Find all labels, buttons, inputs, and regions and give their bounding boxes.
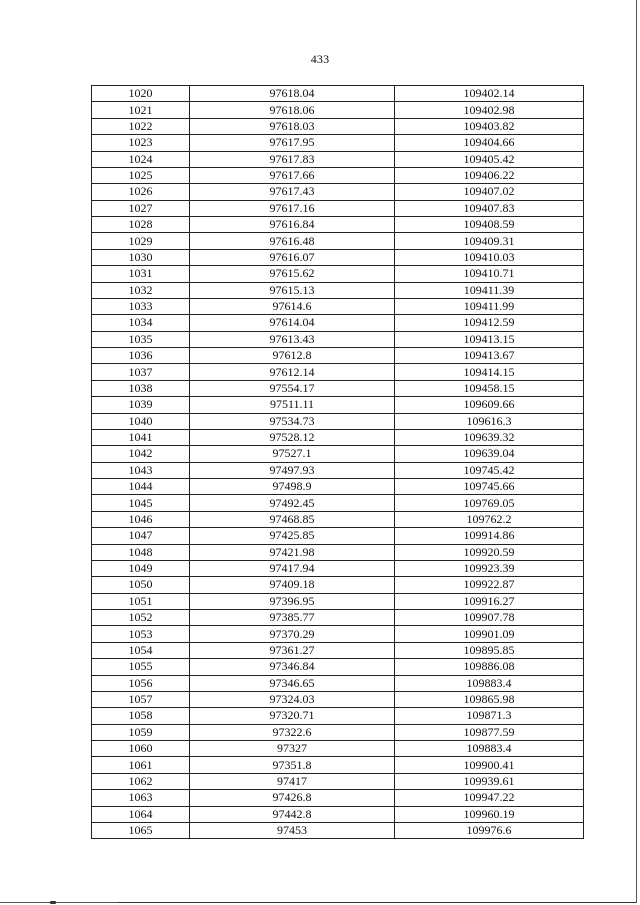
table-row	[92, 675, 584, 691]
y-coordinate-cell: 109976.6	[395, 822, 584, 838]
table-row	[92, 364, 584, 380]
x-coordinate-cell: 97497.93	[190, 462, 395, 478]
page-number: 433	[310, 52, 330, 66]
y-coordinate-cell: 109920.59	[395, 544, 584, 560]
x-coordinate-cell: 97615.62	[190, 266, 395, 282]
y-coordinate-cell: 109410.71	[395, 266, 584, 282]
table-row	[92, 528, 584, 544]
x-coordinate-cell: 97320.71	[190, 708, 395, 724]
x-coordinate-cell: 97617.83	[190, 151, 395, 167]
y-coordinate-cell: 109408.59	[395, 217, 584, 233]
table-row	[92, 773, 584, 789]
point-number-cell: 1020	[92, 86, 190, 102]
table-row	[92, 298, 584, 314]
x-coordinate-cell: 97617.95	[190, 135, 395, 151]
point-number-cell: 1028	[92, 217, 190, 233]
x-coordinate-cell: 97425.85	[190, 528, 395, 544]
y-coordinate-cell: 109407.02	[395, 184, 584, 200]
y-coordinate-cell: 109939.61	[395, 773, 584, 789]
point-number-cell: 1053	[92, 626, 190, 642]
table-row	[92, 741, 584, 757]
table-row	[92, 167, 584, 183]
y-coordinate-cell: 109745.42	[395, 462, 584, 478]
point-number-cell: 1030	[92, 249, 190, 265]
point-number-cell: 1022	[92, 118, 190, 134]
point-number-cell: 1055	[92, 659, 190, 675]
y-coordinate-cell: 109865.98	[395, 691, 584, 707]
table-row	[92, 217, 584, 233]
y-coordinate-cell: 109762.2	[395, 511, 584, 527]
x-coordinate-cell: 97426.8	[190, 790, 395, 806]
point-number-cell: 1029	[92, 233, 190, 249]
x-coordinate-cell: 97324.03	[190, 691, 395, 707]
y-coordinate-cell: 109639.32	[395, 429, 584, 445]
x-coordinate-cell: 97361.27	[190, 642, 395, 658]
y-coordinate-cell: 109411.39	[395, 282, 584, 298]
x-coordinate-cell: 97396.95	[190, 593, 395, 609]
table-row	[92, 315, 584, 331]
x-coordinate-cell: 97417.94	[190, 560, 395, 576]
point-number-cell: 1034	[92, 315, 190, 331]
x-coordinate-cell: 97322.6	[190, 724, 395, 740]
y-coordinate-cell: 109609.66	[395, 397, 584, 413]
table-row	[92, 446, 584, 462]
y-coordinate-cell: 109616.3	[395, 413, 584, 429]
y-coordinate-cell: 109883.4	[395, 675, 584, 691]
point-number-cell: 1048	[92, 544, 190, 560]
y-coordinate-cell: 109883.4	[395, 741, 584, 757]
y-coordinate-cell: 109914.86	[395, 528, 584, 544]
x-coordinate-cell: 97616.07	[190, 249, 395, 265]
point-number-cell: 1051	[92, 593, 190, 609]
table-row	[92, 691, 584, 707]
scan-mark	[50, 901, 56, 904]
bottom-rule	[118, 902, 636, 903]
table-row	[92, 200, 584, 216]
point-number-cell: 1052	[92, 610, 190, 626]
table-row	[92, 233, 584, 249]
table-row	[92, 822, 584, 838]
y-coordinate-cell: 109411.99	[395, 298, 584, 314]
table-row	[92, 282, 584, 298]
point-number-cell: 1042	[92, 446, 190, 462]
y-coordinate-cell: 109922.87	[395, 577, 584, 593]
x-coordinate-cell: 97511.11	[190, 397, 395, 413]
table-row	[92, 495, 584, 511]
table-row	[92, 348, 584, 364]
point-number-cell: 1040	[92, 413, 190, 429]
y-coordinate-cell: 109877.59	[395, 724, 584, 740]
y-coordinate-cell: 109412.59	[395, 315, 584, 331]
x-coordinate-cell: 97534.73	[190, 413, 395, 429]
table-row	[92, 642, 584, 658]
point-number-cell: 1031	[92, 266, 190, 282]
table-row	[92, 511, 584, 527]
point-number-cell: 1061	[92, 757, 190, 773]
point-number-cell: 1021	[92, 102, 190, 118]
x-coordinate-cell: 97618.04	[190, 86, 395, 102]
point-number-cell: 1025	[92, 167, 190, 183]
point-number-cell: 1059	[92, 724, 190, 740]
table-row	[92, 102, 584, 118]
x-coordinate-cell: 97346.65	[190, 675, 395, 691]
point-number-cell: 1049	[92, 560, 190, 576]
x-coordinate-cell: 97528.12	[190, 429, 395, 445]
table-row	[92, 577, 584, 593]
y-coordinate-cell: 109458.15	[395, 380, 584, 396]
x-coordinate-cell: 97615.13	[190, 282, 395, 298]
y-coordinate-cell: 109413.67	[395, 348, 584, 364]
y-coordinate-cell: 109947.22	[395, 790, 584, 806]
table-row	[92, 249, 584, 265]
y-coordinate-cell: 109923.39	[395, 560, 584, 576]
table-row	[92, 413, 584, 429]
point-number-cell: 1038	[92, 380, 190, 396]
y-coordinate-cell: 109413.15	[395, 331, 584, 347]
y-coordinate-cell: 109871.3	[395, 708, 584, 724]
x-coordinate-cell: 97370.29	[190, 626, 395, 642]
point-number-cell: 1024	[92, 151, 190, 167]
table-row	[92, 135, 584, 151]
point-number-cell: 1060	[92, 741, 190, 757]
x-coordinate-cell: 97453	[190, 822, 395, 838]
point-number-cell: 1056	[92, 675, 190, 691]
x-coordinate-cell: 97613.43	[190, 331, 395, 347]
point-number-cell: 1058	[92, 708, 190, 724]
y-coordinate-cell: 109639.04	[395, 446, 584, 462]
point-number-cell: 1064	[92, 806, 190, 822]
table-row	[92, 331, 584, 347]
x-coordinate-cell: 97616.48	[190, 233, 395, 249]
x-coordinate-cell: 97468.85	[190, 511, 395, 527]
y-coordinate-cell: 109769.05	[395, 495, 584, 511]
y-coordinate-cell: 109405.42	[395, 151, 584, 167]
x-coordinate-cell: 97554.17	[190, 380, 395, 396]
table-row	[92, 397, 584, 413]
table-row	[92, 790, 584, 806]
point-number-cell: 1050	[92, 577, 190, 593]
x-coordinate-cell: 97612.14	[190, 364, 395, 380]
x-coordinate-cell: 97617.43	[190, 184, 395, 200]
table-row	[92, 429, 584, 445]
point-number-cell: 1026	[92, 184, 190, 200]
x-coordinate-cell: 97614.04	[190, 315, 395, 331]
point-number-cell: 1039	[92, 397, 190, 413]
x-coordinate-cell: 97498.9	[190, 479, 395, 495]
coordinate-table-body	[92, 86, 584, 839]
table-row	[92, 266, 584, 282]
table-row	[92, 757, 584, 773]
y-coordinate-cell: 109406.22	[395, 167, 584, 183]
y-coordinate-cell: 109886.08	[395, 659, 584, 675]
table-row	[92, 593, 584, 609]
point-number-cell: 1032	[92, 282, 190, 298]
point-number-cell: 1045	[92, 495, 190, 511]
point-number-cell: 1047	[92, 528, 190, 544]
y-coordinate-cell: 109402.98	[395, 102, 584, 118]
table-row	[92, 151, 584, 167]
x-coordinate-cell: 97617.16	[190, 200, 395, 216]
x-coordinate-cell: 97409.18	[190, 577, 395, 593]
table-row	[92, 659, 584, 675]
point-number-cell: 1046	[92, 511, 190, 527]
x-coordinate-cell: 97351.8	[190, 757, 395, 773]
table-row	[92, 544, 584, 560]
table-row	[92, 118, 584, 134]
x-coordinate-cell: 97442.8	[190, 806, 395, 822]
y-coordinate-cell: 109907.78	[395, 610, 584, 626]
point-number-cell: 1033	[92, 298, 190, 314]
point-number-cell: 1023	[92, 135, 190, 151]
y-coordinate-cell: 109916.27	[395, 593, 584, 609]
table-row	[92, 380, 584, 396]
x-coordinate-cell: 97612.8	[190, 348, 395, 364]
point-number-cell: 1065	[92, 822, 190, 838]
y-coordinate-cell: 109410.03	[395, 249, 584, 265]
table-row	[92, 560, 584, 576]
y-coordinate-cell: 109409.31	[395, 233, 584, 249]
table-row	[92, 626, 584, 642]
coordinate-table	[91, 85, 584, 839]
point-number-cell: 1035	[92, 331, 190, 347]
table-row	[92, 184, 584, 200]
y-coordinate-cell: 109407.83	[395, 200, 584, 216]
point-number-cell: 1037	[92, 364, 190, 380]
table-row	[92, 724, 584, 740]
y-coordinate-cell: 109402.14	[395, 86, 584, 102]
y-coordinate-cell: 109403.82	[395, 118, 584, 134]
point-number-cell: 1063	[92, 790, 190, 806]
y-coordinate-cell: 109895.85	[395, 642, 584, 658]
table-row	[92, 462, 584, 478]
x-coordinate-cell: 97492.45	[190, 495, 395, 511]
point-number-cell: 1027	[92, 200, 190, 216]
x-coordinate-cell: 97527.1	[190, 446, 395, 462]
y-coordinate-cell: 109414.15	[395, 364, 584, 380]
y-coordinate-cell: 109745.66	[395, 479, 584, 495]
table-row	[92, 610, 584, 626]
x-coordinate-cell: 97617.66	[190, 167, 395, 183]
point-number-cell: 1036	[92, 348, 190, 364]
point-number-cell: 1062	[92, 773, 190, 789]
point-number-cell: 1041	[92, 429, 190, 445]
y-coordinate-cell: 109900.41	[395, 757, 584, 773]
table-row	[92, 806, 584, 822]
point-number-cell: 1043	[92, 462, 190, 478]
x-coordinate-cell: 97618.06	[190, 102, 395, 118]
y-coordinate-cell: 109404.66	[395, 135, 584, 151]
x-coordinate-cell: 97618.03	[190, 118, 395, 134]
x-coordinate-cell: 97417	[190, 773, 395, 789]
x-coordinate-cell: 97421.98	[190, 544, 395, 560]
table-row	[92, 86, 584, 102]
x-coordinate-cell: 97385.77	[190, 610, 395, 626]
point-number-cell: 1054	[92, 642, 190, 658]
table-row	[92, 479, 584, 495]
x-coordinate-cell: 97346.84	[190, 659, 395, 675]
x-coordinate-cell: 97616.84	[190, 217, 395, 233]
point-number-cell: 1044	[92, 479, 190, 495]
y-coordinate-cell: 109901.09	[395, 626, 584, 642]
table-row	[92, 708, 584, 724]
y-coordinate-cell: 109960.19	[395, 806, 584, 822]
point-number-cell: 1057	[92, 691, 190, 707]
x-coordinate-cell: 97327	[190, 741, 395, 757]
x-coordinate-cell: 97614.6	[190, 298, 395, 314]
